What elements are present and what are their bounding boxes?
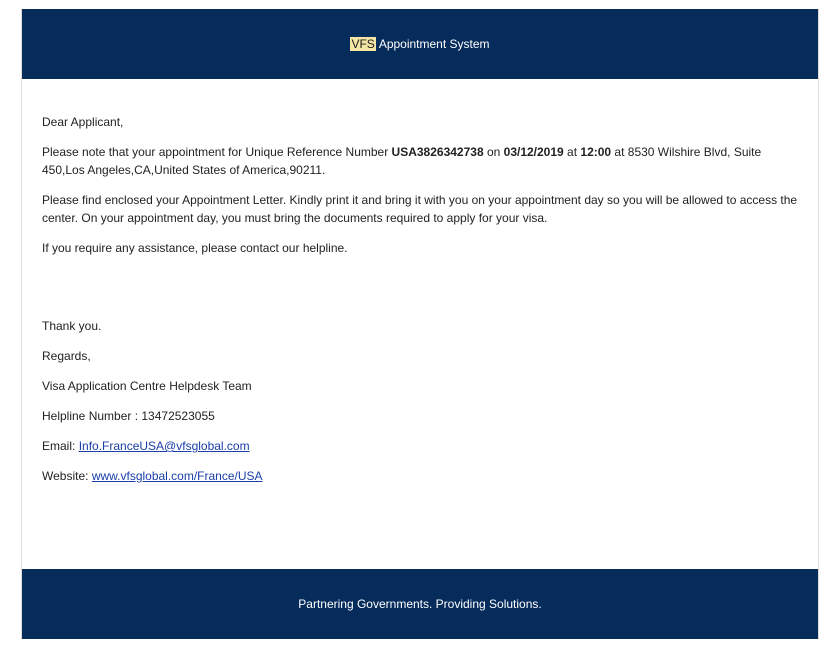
- appointment-text-3: at: [563, 145, 581, 159]
- greeting: Dear Applicant,: [42, 115, 124, 129]
- website-label: Website:: [42, 469, 92, 483]
- website-link[interactable]: www.vfsglobal.com/France/USA: [91, 469, 263, 483]
- appointment-address: at 8530 Wilshire Blvd, Suite 450,Los Angeles,CA,United States of America,90211.: [42, 145, 762, 177]
- appointment-text-2: on: [483, 145, 504, 159]
- appointment-text-1: Please note that your appointment for Unique Reference Number: [42, 145, 392, 159]
- appointment-paragraph: [42, 143, 802, 179]
- header-banner: [22, 9, 818, 79]
- website-line: [42, 467, 802, 485]
- letter-paragraph: Please find enclosed your Appointment Letter. Kindly print it and bring it with you on your appointment day so you will be allowed to access the center. On your appointment day, you must bring the documents required to apply for your visa.: [42, 193, 798, 225]
- regards-line: Regards,: [42, 349, 91, 363]
- email-container: [21, 9, 819, 639]
- email-line: [42, 437, 802, 455]
- email-body: [42, 113, 802, 485]
- team-line: Visa Application Centre Helpdesk Team: [42, 379, 252, 393]
- appointment-date: 03/12/2019: [503, 145, 564, 159]
- helpline-line: Helpline Number : 13472523055: [42, 409, 215, 423]
- header-title: Appointment System: [378, 37, 490, 51]
- email-link[interactable]: Info.FranceUSA@vfsglobal.com: [78, 439, 250, 453]
- appointment-time: 12:00: [580, 145, 612, 159]
- vfs-logo-text: VFS: [351, 37, 375, 51]
- assistance-paragraph: If you require any assistance, please contact our helpline.: [42, 241, 348, 255]
- footer-banner: [22, 569, 818, 639]
- thanks-line: Thank you.: [42, 319, 102, 333]
- reference-number: USA3826342738: [391, 145, 484, 159]
- email-label: Email:: [42, 439, 79, 453]
- footer-tagline: Partnering Governments. Providing Solutions.: [298, 597, 542, 611]
